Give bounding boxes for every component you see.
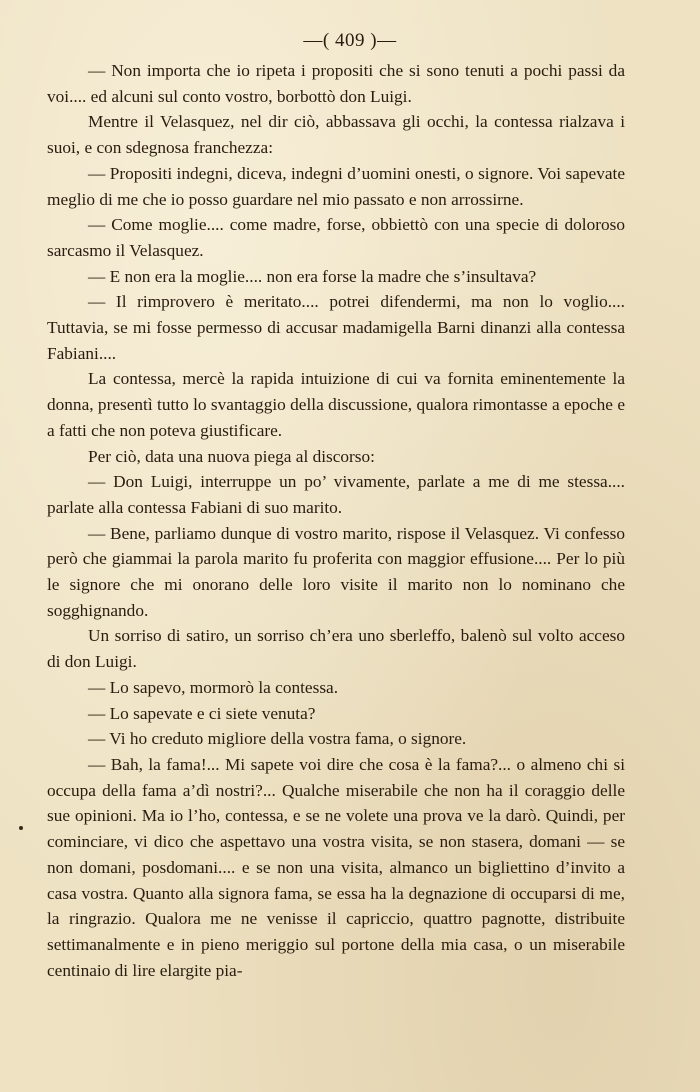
paragraph: — Don Luigi, interruppe un po’ vivamente, parlate a me di me stessa.... parlate alla contessa Fabiani di suo marito. xyxy=(47,472,625,517)
paragraph: — E non era la moglie.... non era forse la madre che s’insultava? xyxy=(88,266,537,286)
paragraph: — Il rimprovero è meritato.... potrei difendermi, ma non lo voglio.... Tuttavia, se mi fosse permesso di accusar madamigella Barni dinanzi alla contessa Fabiani.... xyxy=(47,292,625,363)
paragraph: — Come moglie.... come madre, forse, obbiettò con una specie di doloroso sarcasmo il Velasquez. xyxy=(47,215,625,260)
paragraph: — Bah, la fama!... Mi sapete voi dire che cosa è la fama?... o almeno chi si occupa della fama a’dì nostri?... Qualche miserabile che non ha il coraggio delle sue opinioni. Ma io l’ho, contessa, e se ne volete una prova ve la darò. Quindi, per cominciare, vi dico che aspettavo una vostra visita, se non stasera, domani — se non domani, posdomani.... e se non una visita, almanco un bigliettino d’invito a casa vostra. Quanto alla signora fama, se essa ha la degnazione di occuparsi di me, la ringrazio. Qualora me ne venisse il capriccio, quattro pagnotte, distribuite settimanalmente e in pieno meriggio sul portone della mia casa, o un miserabile centinaio di lire elargite pia- xyxy=(47,754,625,980)
paragraph: Un sorriso di satiro, un sorriso ch’era uno sberleffo, balenò sul volto acceso di don Luigi. xyxy=(47,626,625,672)
paragraph: — Propositi indegni, diceva, indegni d’uomini onesti, o signore. Voi sapevate meglio di me che io posso guardare nel mio passato e non arrossirne. xyxy=(47,163,625,209)
paragraph: — Bene, parliamo dunque di vostro marito, rispose il Velasquez. Vi confesso però che giammai la parola marito fu proferita con maggior effusione.... Per lo più le signore che mi onorano delle loro visite il marito non lo nominano che sogghignando. xyxy=(47,523,625,620)
paragraph: Mentre il Velasquez, nel dir ciò, abbassava gli occhi, la contessa rialzava i suoi, e con sdegnosa franchezza: xyxy=(47,112,625,158)
paragraph: — Lo sapevo, mormorò la contessa. xyxy=(88,677,339,697)
ink-speck xyxy=(19,826,23,830)
paragraph: La contessa, mercè la rapida intuizione di cui va fornita eminentemente la donna, presentì tutto lo svantaggio della discussione, qualora rimontasse a epoche e a fatti che non poteva giustificare. xyxy=(47,369,625,440)
body-text xyxy=(47,58,625,983)
paragraph: — Lo sapevate e ci siete venuta? xyxy=(88,703,316,723)
paragraph: Per ciò, data una nuova piega al discorso: xyxy=(88,446,375,466)
paragraph: — Non importa che io ripeta i propositi che si sono tenuti a pochi passi da voi.... ed alcuni sul conto vostro, borbottò don Luigi. xyxy=(47,61,625,106)
page-number: —( 409 )— xyxy=(303,30,397,51)
paragraph: — Vi ho creduto migliore della vostra fama, o signore. xyxy=(88,729,467,749)
